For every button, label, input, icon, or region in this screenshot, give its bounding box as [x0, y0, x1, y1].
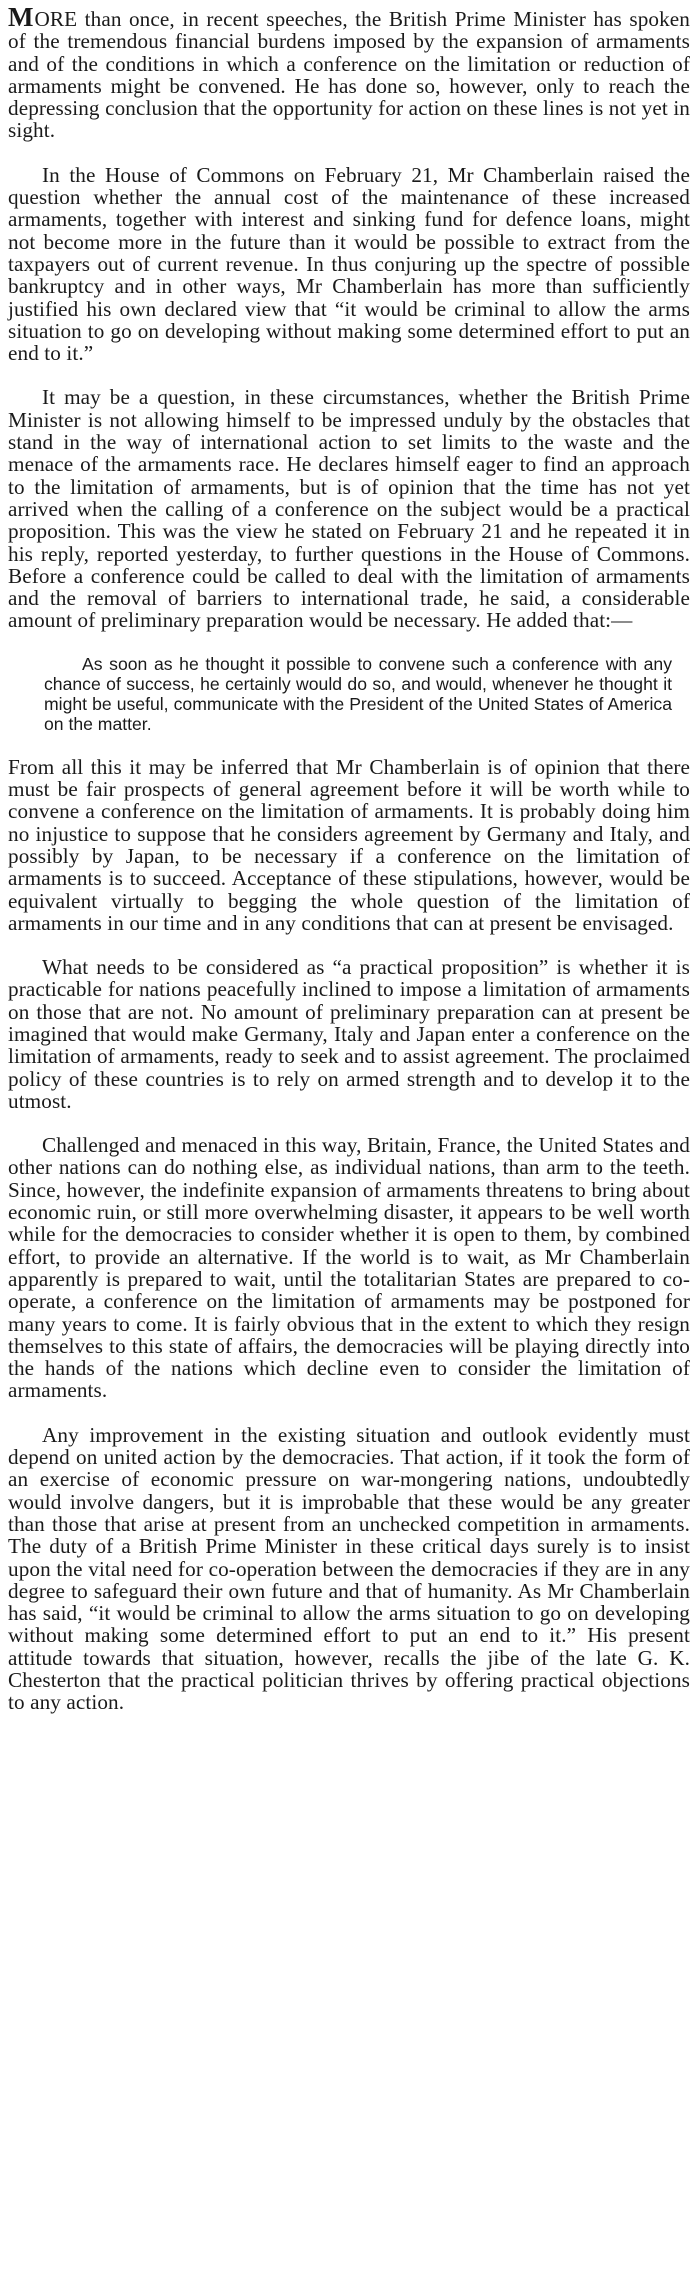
paragraph-4: From all this it may be inferred that Mr Chamberlain is of opinion that there must be fair prospects of general agreement before it will be worth while to convene a conference on the limitation of armaments. It is probably doing him no injustice to suppose that he considers agreement by Germany and Italy, and possibly by Japan, to be necessary if a conference on the limitation of armaments is to succeed. Acceptance of these stipulations, however, would be equivalent virtually to begging the whole question of the limitation of armaments in our time and in any conditions that can at present be envisaged. [8, 754, 690, 935]
spacer [8, 364, 690, 386]
spacer [8, 734, 690, 756]
opening-word-rest: ORE [34, 7, 78, 31]
spacer [8, 142, 690, 164]
paragraph-3: It may be a question, in these circumstances, whether the British Prime Minister is not allowing himself to be impressed unduly by the obstacles that stand in the way of international action to set limits to the waste and the menace of the armaments race. He declares himself eager to find an approach to the limitation of armaments, but is of opinion that the time has not yet arrived when the calling of a conference on the subject would be a practical proposition. This was the view he stated on February 21 and he repeated it in his reply, reported yesterday, to further questions in the House of Commons. Before a conference could be called to deal with the limitation of armaments and the removal of barriers to international trade, he said, a considerable amount of preliminary preparation would be necessary. He added that:— [8, 385, 690, 633]
paragraph-6: Challenged and menaced in this way, Britain, France, the United States and other nations can do nothing else, as individual nations, than arm to the teeth. Since, however, the indefinite expansion of armaments threatens to bring about economic ruin, or still more overwhelming disaster, it appears to be well worth while for the democracies to consider whether it is open to them, by combined effort, to provide an alternative. If the world is to wait, as Mr Chamberlain apparently is prepared to wait, until the totalitarian States are prepared to co-operate, a conference on the limitation of armaments may be postponed for many years to come. It is fairly obvious that in the extent to which they resign themselves to this state of affairs, the democracies will be playing directly into the hands of the nations which decline even to consider the limitation of armaments. [8, 1133, 690, 1403]
block-quote: As soon as he thought it possible to convene such a conference with any chance of success, he certainly would do so, and would, whenever he thought it might be useful, communicate with the President of the United States of America on the matter. [44, 653, 672, 734]
drop-cap-letter: M [8, 2, 35, 32]
paragraph-5: What needs to be considered as “a practical proposition” is whether it is practicable for nations peacefully inclined to impose a limitation of armaments on those that are not. No amount of preliminary preparation can at present be imagined that would make Germany, Italy and Japan enter a conference on the limitation of armaments, ready to seek and to assist agreement. The proclaimed policy of these countries is to rely on armed strength and to develop it to the utmost. [8, 955, 690, 1113]
paragraph-1-text: than once, in recent speeches, the British Prime Minister has spoken of the tremendous financial burdens imposed by the expansion of armaments and of the conditions in which a conference on the limitation or reduction of armaments might be convened. He has done so, however, only to reach the depressing conclusion that the opportunity for action on these lines is not yet in sight. [8, 7, 690, 143]
paragraph-1 [8, 2, 690, 143]
paragraph-2: In the House of Commons on February 21, Mr Chamberlain raised the question whether the annual cost of the maintenance of these increased armaments, together with interest and sinking fund for defence loans, might not become more in the future than it would be possible to extract from the taxpayers out of current revenue. In thus conjuring up the spectre of possible bankruptcy and in other ways, Mr Chamberlain has more than sufficiently justified his own declared view that “it would be criminal to allow the arms situation to go on developing without making some determined effort to put an end to it.” [8, 162, 690, 366]
spacer [8, 934, 690, 956]
spacer [8, 1112, 690, 1134]
spacer [8, 1402, 690, 1424]
spacer [8, 632, 690, 654]
paragraph-7: Any improvement in the existing situation and outlook evidently must depend on united action by the democracies. That action, if it took the form of an exercise of economic pressure on war-mongering nations, undoubtedly would involve dangers, but it is improbable that these would be any greater than those that arise at present from an unchecked competition in armaments. The duty of a British Prime Minister in these critical days surely is to insist upon the vital need for co-operation between the democracies if they are in any degree to safeguard their own future and that of humanity. As Mr Chamberlain has said, “it would be criminal to allow the arms situation to go on developing without making some determined effort to put an end to it.” His present attitude towards that situation, however, recalls the jibe of the late G. K. Chesterton that the practical politician thrives by offering practical objections to any action. [8, 1422, 690, 1715]
